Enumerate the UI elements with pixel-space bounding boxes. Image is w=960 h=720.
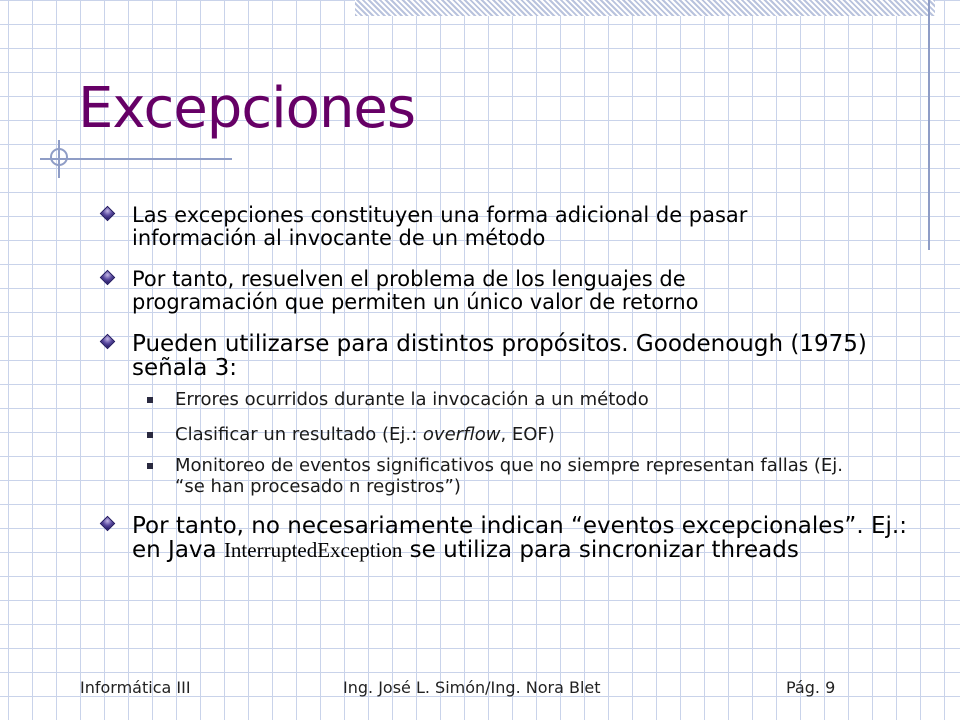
bullet-point: Por tanto, no necesariamente indican “eventos excepcionales”. Ej.: en Java InterruptedException se utiliza para sincronizar threads (132, 513, 907, 563)
code-term: InterruptedException (223, 538, 403, 562)
diamond-bullet-icon (100, 270, 116, 286)
square-bullet-icon (147, 463, 153, 469)
title-underline (40, 158, 232, 160)
diamond-bullet-icon (100, 516, 116, 532)
square-bullet-icon (147, 397, 153, 403)
bullet-point: Las excepciones constituyen una forma adicional de pasar información al invocante de un método (132, 203, 748, 250)
header-stripe-decoration (355, 0, 935, 16)
bullet-point: Pueden utilizarse para distintos propósitos. Goodenough (1975) señala 3: (132, 331, 867, 381)
diamond-bullet-icon (100, 334, 116, 350)
footer-page-number: Pág. 9 (786, 678, 836, 697)
sub-bullet-point: Monitoreo de eventos significativos que no siempre representan fallas (Ej. “se han procesado n registros”) (175, 455, 844, 497)
sub-bullet-point: Clasificar un resultado (Ej.: overflow, EOF) (175, 424, 555, 445)
sub-bullet-point: Errores ocurridos durante la invocación a un método (175, 389, 649, 410)
footer-authors: Ing. José L. Simón/Ing. Nora Blet (343, 678, 601, 697)
slide-title: Excepciones (78, 76, 416, 141)
bullet-point: Por tanto, resuelven el problema de los lenguajes de programación que permiten un único valor de retorno (132, 267, 699, 314)
title-circle-decoration (50, 148, 68, 166)
diamond-bullet-icon (100, 206, 116, 222)
emphasis-overflow: overflow (422, 424, 501, 445)
footer-course: Informática III (80, 678, 191, 697)
square-bullet-icon (147, 432, 153, 438)
right-accent-line (928, 0, 930, 250)
